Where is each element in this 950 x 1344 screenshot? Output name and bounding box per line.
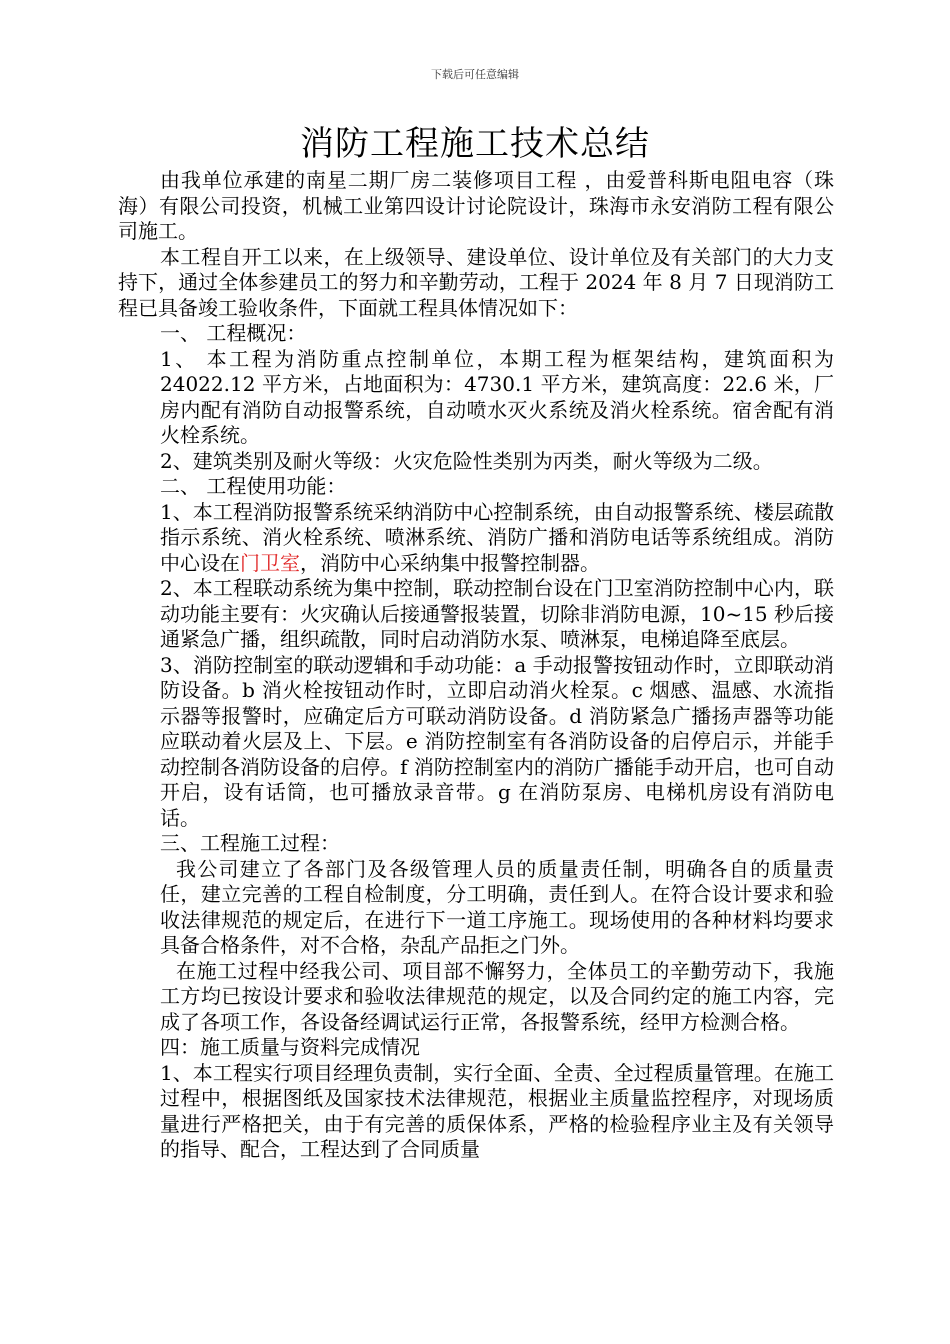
section-2-item-1	[118, 500, 834, 577]
section-1-item-1: 1、 本工程为消防重点控制单位，本期工程为框架结构，建筑面积为 24022.12 平方米，占地面积为：4730.1 平方米，建筑高度：22.6 米，厂房内配有消防自动报警系统，自动喷水灭火系统及消火栓系统。宿舍配有消火栓系统。	[160, 346, 834, 447]
section-heading-3: 三、工程施工过程：	[160, 831, 340, 855]
section-1-item-2: 2、建筑类别及耐火等级：火灾危险性类别为丙类，耐火等级为二级。	[160, 448, 773, 473]
section-2-item-2: 2、本工程联动系统为集中控制，联动控制台设在门卫室消防控制中心内，联动功能主要有：火灾确认后接通警报装置，切除非消防电源，10~15 秒后接通紧急广播，组织疏散，同时启动消防水泵、喷淋泵，电梯追降至底层。	[160, 576, 835, 651]
section-2-item-1-text-b: ，消防中心采纳集中报警控制器。	[300, 550, 600, 575]
paragraph-overview: 本工程自开工以来，在上级领导、建设单位、设计单位及有关部门的大力支持下，通过全体参建员工的努力和辛勤劳动，工程于 2024 年 8 月 7 日现消防工程已具备竣工验收条件，下面就工程具体情况如下：	[118, 244, 834, 320]
section-3-paragraph-2: 在施工过程中经我公司、项目部不懈努力，全体员工的辛勤劳动下，我施工方均已按设计要求和验收法律规范的规定，以及合同约定的施工内容，完成了各项工作，各设备经调试运行正常，各报警系统，经甲方检测合格。	[160, 958, 834, 1034]
highlighted-location: 门卫室	[240, 550, 300, 575]
section-heading-1: 一、 工程概况：	[160, 321, 307, 345]
document-title: 消防工程施工技术总结	[300, 124, 650, 164]
header-note: 下载后可任意编辑	[431, 68, 519, 81]
paragraph-intro: 由我单位承建的南星二期厂房二装修项目工程 ，由爱普科斯电阻电容（珠海）有限公司投资，机械工业第四设计讨论院设计，珠海市永安消防工程有限公司施工。	[118, 168, 834, 243]
section-heading-2: 二、 工程使用功能：	[160, 474, 347, 498]
section-heading-4: 四：施工质量与资料完成情况	[160, 1035, 420, 1059]
section-2-item-3: 3、消防控制室的联动逻辑和手动功能：a 手动报警按钮动作时，立即联动消防设备。b 消火栓按钮动作时，立即启动消火栓泵。c 烟感、温感、水流指示器等报警时，应确定后方可联动消防设备。d 消防紧急广播扬声器等功能应联动着火层及上、下层。e 消防控制室有各消防设备的启停启示，并能手动控制各消防设备的启停。f 消防控制室内的消防广播能手动开启，也可自动开启，设有话筒，也可播放录音带。g 在消防泵房、电梯机房设有消防电话。	[160, 652, 834, 830]
section-2-item-1-text-a: 1、本工程消防报警系统采纳消防中心控制系统，由自动报警系统、楼层疏散指示系统、消火栓系统、喷淋系统、消防广播和消防电话等系统组成。消防中心设在	[160, 499, 834, 575]
document-body	[118, 168, 834, 1163]
section-3-paragraph-1: 我公司建立了各部门及各级管理人员的质量责任制，明确各自的质量责任，建立完善的工程自检制度，分工明确，责任到人。在符合设计要求和验收法律规范的规定后，在进行下一道工序施工。现场使用的各种材料均要求具备合格条件，对不合格，杂乱产品拒之门外。	[160, 856, 834, 957]
section-4-item-1: 1、本工程实行项目经理负责制，实行全面、全责、全过程质量管理。在施工过程中，根据图纸及国家技术法律规范，根据业主质量监控程序，对现场质量进行严格把关，由于有完善的质保体系，严格的检验程序业主及有关领导的指导、配合，工程达到了合同质量	[160, 1060, 834, 1161]
